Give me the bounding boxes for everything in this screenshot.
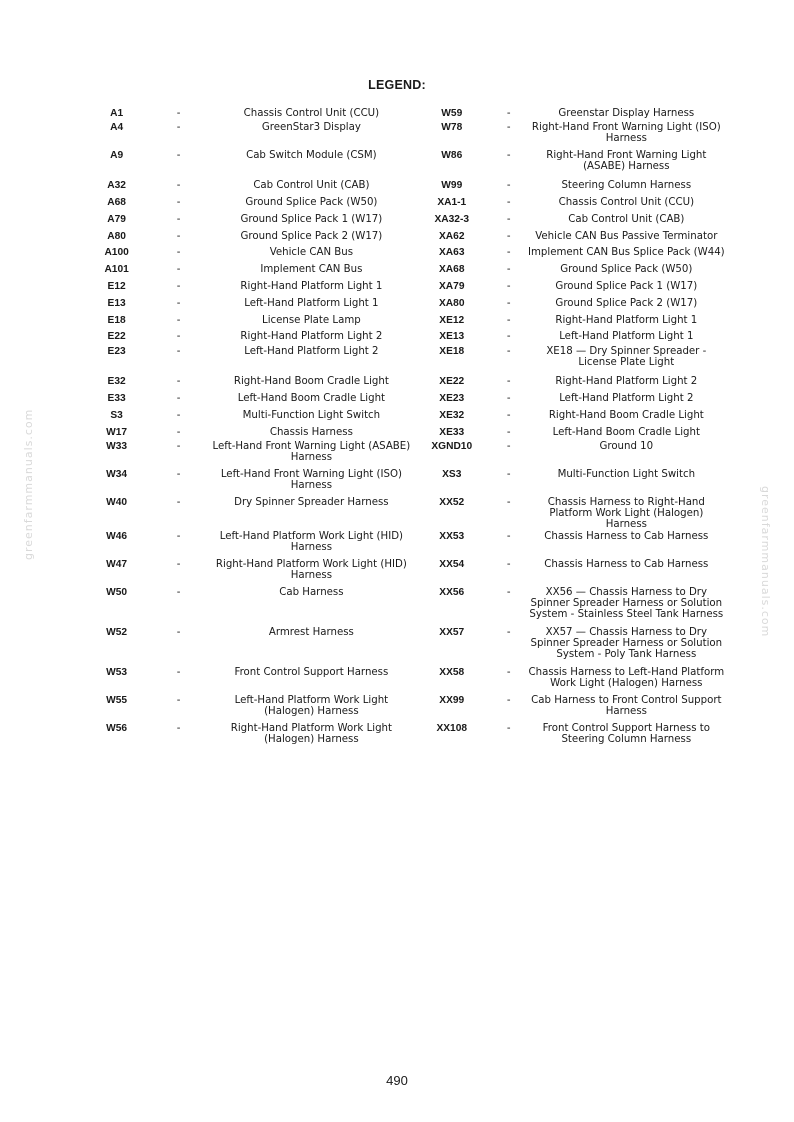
left-legend-description: Vehicle CAN Bus [269, 247, 354, 259]
left-legend-description: Chassis Control Unit (CCU) [243, 107, 380, 119]
right-legend-code: XE33 [439, 426, 465, 438]
left-legend-dash: - [176, 626, 181, 638]
left-legend-description: Multi-Function Light Switch [242, 409, 381, 421]
legend-row [85, 374, 725, 391]
right-legend-dash: - [506, 558, 511, 570]
left-legend-dash: - [176, 230, 181, 242]
left-legend-dash: - [176, 530, 181, 542]
right-legend-dash: - [506, 722, 511, 734]
left-legend-code: W33 [106, 440, 128, 452]
right-legend-dash: - [506, 666, 511, 678]
left-legend-code: A68 [107, 197, 126, 209]
right-legend-dash: - [506, 331, 511, 343]
right-legend-description: Ground Splice Pack 1 (W17) [555, 281, 698, 293]
left-legend-description: Left-Hand Front Warning Light (ASABE) Harness [212, 440, 411, 464]
left-legend-dash: - [176, 722, 181, 734]
right-legend-description: Cab Harness to Front Control Support Harness [531, 694, 722, 717]
legend-row [85, 723, 725, 751]
right-legend-dash: - [506, 264, 511, 276]
right-legend-dash: - [506, 281, 511, 293]
right-legend-description: Ground 10 [599, 440, 654, 452]
right-legend-code: XX52 [439, 496, 465, 508]
right-legend-description: Chassis Harness to Cab Harness [544, 558, 709, 570]
left-legend-dash: - [176, 666, 181, 678]
left-legend-dash: - [176, 121, 181, 133]
left-legend-description: Ground Splice Pack 2 (W17) [240, 230, 383, 242]
right-legend-code: XE18 [439, 345, 465, 357]
right-legend-dash: - [506, 314, 511, 326]
right-legend-dash: - [506, 230, 511, 242]
left-legend-code: E23 [107, 345, 126, 357]
left-legend-description: Front Control Support Harness [234, 666, 389, 678]
right-legend-description: Right-Hand Platform Light 1 [555, 314, 698, 326]
left-legend-dash: - [176, 331, 181, 343]
left-legend-code: W50 [106, 586, 128, 598]
left-legend-code: W46 [106, 530, 128, 542]
legend-row [85, 150, 725, 178]
right-legend-dash: - [506, 426, 511, 438]
left-legend-code: A4 [110, 121, 124, 133]
legend-row [85, 531, 725, 559]
right-legend-dash: - [506, 496, 511, 508]
legend-row [85, 211, 725, 228]
right-legend-code: XA62 [439, 230, 465, 242]
right-legend-description: Chassis Harness to Right-Hand Platform Work Light (Halogen) Harness [547, 496, 705, 531]
left-legend-dash: - [176, 426, 181, 438]
legend-row [85, 279, 725, 296]
legend-title: LEGEND: [368, 78, 426, 92]
left-legend-dash: - [176, 393, 181, 405]
left-legend-description: Left-Hand Platform Work Light (Halogen) Harness [234, 694, 389, 717]
left-legend-description: Left-Hand Platform Light 2 [244, 345, 379, 357]
right-legend-description: Right-Hand Front Warning Light (ASABE) Harness [546, 149, 707, 172]
legend-row [85, 105, 725, 122]
left-legend-dash: - [176, 468, 181, 480]
left-legend-description: Right-Hand Platform Work Light (Halogen) Harness [230, 722, 392, 745]
left-legend-description: Dry Spinner Spreader Harness [234, 496, 389, 508]
left-legend-dash: - [176, 149, 181, 161]
left-legend-code: A9 [110, 149, 124, 161]
right-legend-dash: - [506, 107, 511, 119]
right-legend-dash: - [506, 393, 511, 405]
legend-row [85, 228, 725, 245]
left-legend-description: Right-Hand Boom Cradle Light [233, 376, 389, 388]
left-legend-code: A1 [110, 107, 124, 119]
left-legend-dash: - [176, 345, 181, 357]
left-legend-dash: - [176, 558, 181, 570]
right-legend-description: XX57 — Chassis Harness to Dry Spinner Spreader Harness or Solution System - Poly Tank Harness [530, 626, 723, 660]
left-legend-dash: - [176, 694, 181, 706]
right-legend-dash: - [506, 376, 511, 388]
right-legend-dash: - [506, 197, 511, 209]
watermark-right: greenfarmmanuals.com [759, 486, 772, 638]
left-legend-code: A32 [107, 180, 126, 192]
legend-row [85, 245, 725, 262]
right-legend-dash: - [506, 468, 511, 480]
left-legend-dash: - [176, 180, 181, 192]
legend-row [85, 195, 725, 212]
right-legend-dash: - [506, 586, 511, 598]
right-legend-code: XE23 [439, 393, 465, 405]
left-legend-description: Right-Hand Platform Light 1 [240, 281, 383, 293]
right-legend-code: XX56 [439, 586, 465, 598]
right-legend-code: XS3 [442, 468, 462, 480]
right-legend-description: Left-Hand Platform Light 2 [559, 393, 694, 405]
legend-row [85, 695, 725, 723]
legend-row [85, 391, 725, 408]
watermark-left: greenfarmmanuals.com [22, 408, 35, 560]
left-legend-dash: - [176, 440, 181, 452]
left-legend-code: W53 [106, 666, 128, 678]
right-legend-code: XA68 [439, 264, 465, 276]
left-legend-dash: - [176, 281, 181, 293]
left-legend-code: W47 [106, 558, 128, 570]
left-legend-code: S3 [110, 409, 123, 421]
left-legend-code: W17 [106, 426, 128, 438]
right-legend-dash: - [506, 409, 511, 421]
right-legend-dash: - [506, 213, 511, 225]
left-legend-dash: - [176, 376, 181, 388]
right-legend-code: XX108 [436, 722, 468, 734]
right-legend-code: XE32 [439, 409, 465, 421]
right-legend-description: Right-Hand Front Warning Light (ISO) Harness [531, 121, 721, 144]
left-legend-dash: - [176, 197, 181, 209]
right-legend-code: XX57 [439, 626, 465, 638]
legend-row [85, 346, 725, 374]
right-legend-code: XA1-1 [437, 197, 467, 209]
left-legend-code: W55 [106, 694, 128, 706]
right-legend-dash: - [506, 345, 511, 357]
right-legend-code: W59 [441, 107, 463, 119]
right-legend-description: XE18 — Dry Spinner Spreader - License Plate Light [546, 345, 707, 368]
left-legend-dash: - [176, 297, 181, 309]
right-legend-dash: - [506, 297, 511, 309]
left-legend-code: E22 [107, 331, 126, 343]
right-legend-description: Vehicle CAN Bus Passive Terminator [535, 230, 718, 242]
left-legend-description: Cab Control Unit (CAB) [253, 180, 370, 192]
left-legend-description: Ground Splice Pack 1 (W17) [240, 213, 383, 225]
left-legend-description: Armrest Harness [268, 626, 354, 638]
left-legend-code: A79 [107, 213, 126, 225]
left-legend-dash: - [176, 314, 181, 326]
right-legend-dash: - [506, 440, 511, 452]
right-legend-description: XX56 — Chassis Harness to Dry Spinner Spreader Harness or Solution System - Stainless Steel Tank Harness [529, 586, 724, 620]
right-legend-dash: - [506, 121, 511, 133]
right-legend-description: Right-Hand Platform Light 2 [555, 376, 698, 388]
right-legend-code: XA32-3 [434, 213, 470, 225]
legend-row [85, 178, 725, 195]
left-legend-dash: - [176, 496, 181, 508]
right-legend-code: XE12 [439, 314, 465, 326]
left-legend-description: Cab Harness [279, 586, 344, 598]
legend-row [85, 627, 725, 667]
right-legend-code: XX54 [439, 558, 465, 570]
right-legend-code: XA63 [439, 247, 465, 259]
page-number: 490 [386, 1073, 408, 1088]
left-legend-code: E33 [107, 393, 126, 405]
right-legend-description: Multi-Function Light Switch [557, 468, 696, 480]
right-legend-description: Right-Hand Boom Cradle Light [548, 409, 704, 421]
left-legend-dash: - [176, 213, 181, 225]
left-legend-dash: - [176, 586, 181, 598]
right-legend-description: Left-Hand Boom Cradle Light [552, 426, 700, 438]
right-legend-dash: - [506, 247, 511, 259]
right-legend-description: Steering Column Harness [561, 180, 692, 192]
right-legend-description: Ground Splice Pack 2 (W17) [555, 297, 698, 309]
left-legend-dash: - [176, 409, 181, 421]
left-legend-code: W34 [106, 468, 128, 480]
left-legend-description: Cab Switch Module (CSM) [246, 149, 377, 161]
legend-row [85, 122, 725, 150]
legend-row [85, 587, 725, 627]
left-legend-description: Right-Hand Platform Work Light (HID) Harness [215, 558, 407, 581]
left-legend-description: Left-Hand Platform Light 1 [244, 297, 379, 309]
left-legend-code: E32 [107, 376, 126, 388]
right-legend-description: Ground Splice Pack (W50) [560, 264, 693, 276]
left-legend-code: A100 [104, 247, 129, 259]
left-legend-code: E18 [107, 314, 126, 326]
right-legend-description: Front Control Support Harness to Steering Column Harness [542, 722, 710, 745]
right-legend-code: XX99 [439, 694, 465, 706]
right-legend-code: XA79 [439, 281, 465, 293]
right-legend-code: XGND10 [431, 440, 473, 452]
right-legend-code: XE13 [439, 331, 465, 343]
right-legend-code: W86 [441, 149, 463, 161]
legend-table-body [85, 105, 725, 751]
right-legend-dash: - [506, 694, 511, 706]
legend-table [85, 105, 725, 751]
left-legend-code: A80 [107, 230, 126, 242]
legend-row [85, 424, 725, 441]
left-legend-code: E13 [107, 297, 126, 309]
right-legend-dash: - [506, 180, 511, 192]
left-legend-code: W40 [106, 496, 128, 508]
legend-row [85, 441, 725, 469]
left-legend-description: GreenStar3 Display [261, 121, 361, 133]
right-legend-description: Left-Hand Platform Light 1 [559, 331, 694, 343]
left-legend-code: W56 [106, 722, 128, 734]
right-legend-dash: - [506, 626, 511, 638]
right-legend-description: Chassis Harness to Cab Harness [544, 530, 709, 542]
legend-row [85, 667, 725, 695]
right-legend-code: XX53 [439, 530, 465, 542]
left-legend-code: E12 [107, 281, 126, 293]
right-legend-description: Implement CAN Bus Splice Pack (W44) [527, 247, 725, 259]
right-legend-code: XE22 [439, 376, 465, 388]
left-legend-dash: - [176, 107, 181, 119]
legend-row [85, 329, 725, 346]
left-legend-description: Left-Hand Platform Work Light (HID) Harness [219, 530, 404, 553]
right-legend-description: Chassis Harness to Left-Hand Platform Work Light (Halogen) Harness [528, 666, 725, 689]
left-legend-code: A101 [104, 264, 129, 276]
left-legend-description: Chassis Harness [269, 426, 353, 438]
left-legend-dash: - [176, 264, 181, 276]
right-legend-code: XX58 [439, 666, 465, 678]
right-legend-code: W78 [441, 121, 463, 133]
right-legend-description: Chassis Control Unit (CCU) [558, 197, 695, 209]
left-legend-description: Ground Splice Pack (W50) [245, 197, 378, 209]
right-legend-dash: - [506, 149, 511, 161]
right-legend-code: XA80 [439, 297, 465, 309]
legend-row [85, 407, 725, 424]
left-legend-description: Implement CAN Bus [260, 264, 363, 276]
legend-row [85, 312, 725, 329]
left-legend-description: License Plate Lamp [262, 314, 361, 326]
right-legend-dash: - [506, 530, 511, 542]
left-legend-dash: - [176, 247, 181, 259]
right-legend-code: W99 [441, 180, 463, 192]
left-legend-description: Left-Hand Boom Cradle Light [237, 393, 386, 405]
legend-row [85, 469, 725, 497]
left-legend-description: Left-Hand Front Warning Light (ISO) Harness [220, 468, 402, 492]
legend-row [85, 262, 725, 279]
legend-row [85, 497, 725, 531]
legend-row [85, 295, 725, 312]
left-legend-description: Right-Hand Platform Light 2 [240, 331, 383, 343]
left-legend-code: W52 [106, 626, 128, 638]
right-legend-description: Cab Control Unit (CAB) [568, 213, 685, 225]
right-legend-description: Greenstar Display Harness [558, 107, 695, 119]
legend-row [85, 559, 725, 587]
